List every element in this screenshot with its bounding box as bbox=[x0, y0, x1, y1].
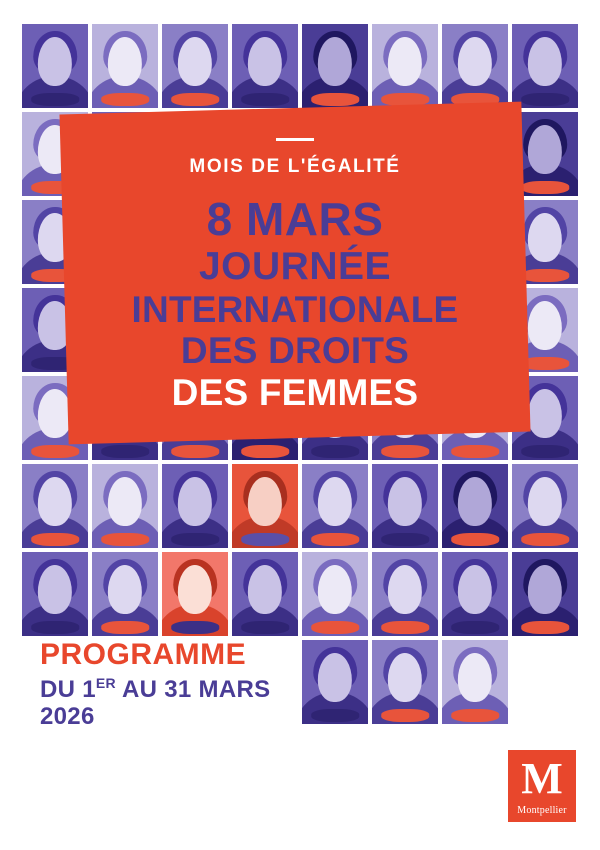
portrait-tile bbox=[22, 552, 88, 636]
logo-letter: M bbox=[521, 754, 563, 803]
portrait-tile bbox=[512, 24, 578, 108]
portrait-tile bbox=[302, 24, 368, 108]
portrait-figure bbox=[92, 464, 158, 548]
portrait-figure bbox=[512, 552, 578, 636]
portrait-figure bbox=[92, 24, 158, 108]
decorative-rule bbox=[276, 138, 314, 141]
portrait-figure bbox=[302, 24, 368, 108]
portrait-tile bbox=[512, 552, 578, 636]
portrait-tile bbox=[22, 464, 88, 548]
programme-dates bbox=[40, 676, 360, 704]
portrait-tile bbox=[372, 640, 438, 724]
portrait-figure bbox=[232, 24, 298, 108]
portrait-tile bbox=[302, 552, 368, 636]
portrait-tile bbox=[162, 464, 228, 548]
portrait-figure bbox=[372, 464, 438, 548]
portrait-tile bbox=[92, 552, 158, 636]
portrait-figure bbox=[512, 24, 578, 108]
portrait-figure bbox=[232, 552, 298, 636]
programme-dates-prefix: DU 1 bbox=[40, 676, 96, 703]
programme-title: PROGRAMME bbox=[40, 638, 247, 671]
portrait-tile bbox=[372, 552, 438, 636]
portrait-figure bbox=[512, 464, 578, 548]
portrait-figure bbox=[442, 24, 508, 108]
programme-dates-ordinal: ER bbox=[95, 675, 116, 691]
headline-line-3: INTERNATIONALE bbox=[131, 288, 459, 330]
programme-year: 2026 bbox=[40, 702, 95, 730]
headline-line-1: 8 MARS bbox=[206, 193, 384, 245]
portrait-tile bbox=[162, 24, 228, 108]
portrait-figure bbox=[22, 464, 88, 548]
portrait-figure bbox=[442, 640, 508, 724]
portrait-figure bbox=[22, 552, 88, 636]
portrait-tile bbox=[372, 464, 438, 548]
portrait-tile bbox=[22, 24, 88, 108]
title-banner bbox=[59, 102, 530, 445]
portrait-tile bbox=[232, 464, 298, 548]
portrait-figure bbox=[302, 552, 368, 636]
portrait-tile bbox=[232, 24, 298, 108]
montpellier-logo bbox=[508, 750, 576, 822]
portrait-tile bbox=[92, 464, 158, 548]
kicker-text: MOIS DE L'ÉGALITÉ bbox=[189, 156, 401, 177]
portrait-tile bbox=[302, 464, 368, 548]
headline bbox=[64, 193, 526, 414]
programme-dates-suffix: AU 31 MARS bbox=[115, 676, 271, 703]
portrait-figure bbox=[372, 640, 438, 724]
headline-line-5: DES FEMMES bbox=[171, 372, 419, 414]
portrait-figure bbox=[372, 552, 438, 636]
portrait-figure bbox=[162, 24, 228, 108]
portrait-figure bbox=[92, 552, 158, 636]
portrait-figure bbox=[162, 552, 228, 636]
portrait-tile bbox=[92, 24, 158, 108]
portrait-figure bbox=[442, 552, 508, 636]
headline-line-2: JOURNÉE bbox=[198, 244, 392, 288]
portrait-tile bbox=[442, 552, 508, 636]
portrait-tile bbox=[442, 640, 508, 724]
portrait-tile bbox=[512, 464, 578, 548]
programme-block bbox=[40, 640, 360, 731]
portrait-figure bbox=[302, 464, 368, 548]
portrait-tile bbox=[442, 464, 508, 548]
portrait-tile bbox=[372, 24, 438, 108]
portrait-tile bbox=[442, 24, 508, 108]
portrait-tile bbox=[162, 552, 228, 636]
portrait-figure bbox=[232, 464, 298, 548]
portrait-figure bbox=[22, 24, 88, 108]
logo-name: Montpellier bbox=[517, 805, 567, 816]
portrait-figure bbox=[372, 24, 438, 108]
portrait-tile bbox=[232, 552, 298, 636]
portrait-figure bbox=[442, 464, 508, 548]
portrait-figure bbox=[162, 464, 228, 548]
headline-line-4: DES DROITS bbox=[180, 330, 410, 372]
